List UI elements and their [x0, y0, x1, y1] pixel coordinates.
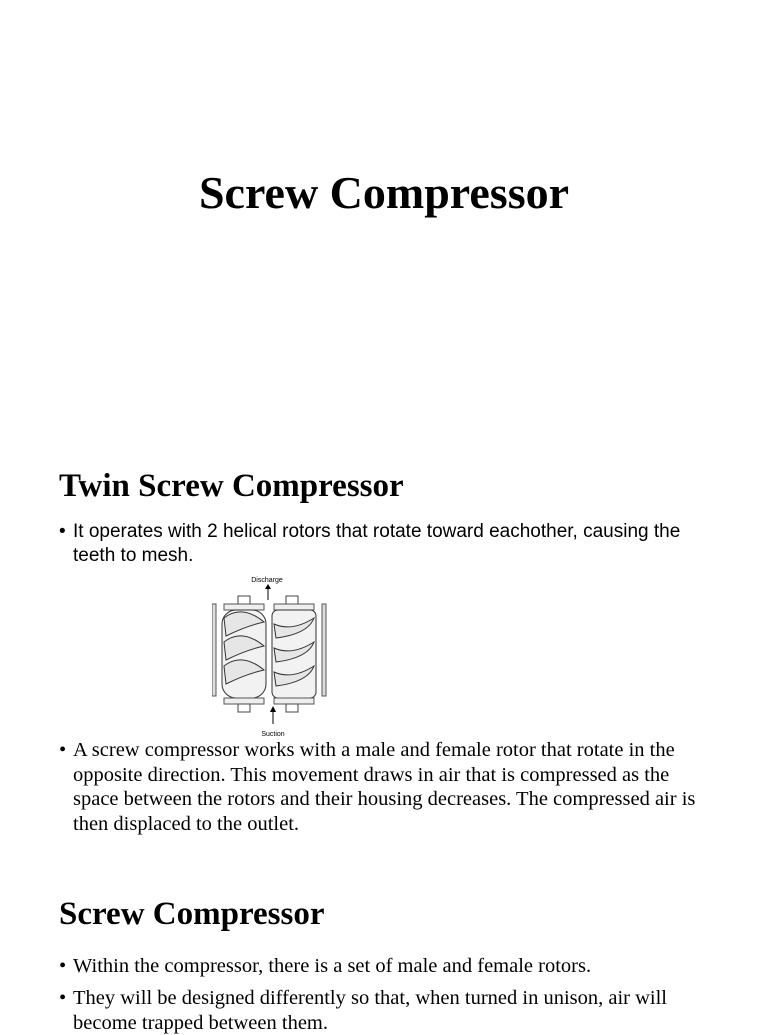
rotor-diagram-svg [212, 574, 330, 740]
bullet-text: A screw compressor works with a male and female rotor that rotate in the opposite direction. This movement draws in air that is compressed as the space between the rotors and their housing decreases. The compressed air is then displaced to the outlet. [73, 739, 696, 835]
discharge-arrowhead [265, 584, 271, 589]
bullet-text: It operates with 2 helical rotors that rotate toward eachother, causing the teeth to mesh. [73, 521, 681, 566]
male-rotor [222, 610, 266, 698]
bullet-marker: • [59, 739, 67, 761]
list-item [59, 520, 719, 568]
bullet-marker: • [59, 955, 67, 977]
shaft-top-right [274, 604, 314, 610]
title-slide [0, 0, 768, 430]
list-item [59, 986, 719, 1035]
suction-arrowhead [270, 706, 276, 712]
housing-left [212, 604, 216, 696]
shaft-bottom-left [224, 698, 264, 704]
bullet-text: Within the compressor, there is a set of male and female rotors. [73, 955, 592, 977]
female-rotor [272, 610, 316, 698]
list-item [59, 738, 719, 836]
shaft-bottom-right [274, 698, 314, 704]
discharge-label: Discharge [251, 577, 283, 584]
twin-screw-heading: Twin Screw Compressor [59, 468, 404, 504]
bullet-marker: • [59, 987, 67, 1009]
bearing-top-right [286, 596, 298, 604]
bearing-top-left [238, 596, 250, 604]
shaft-top-left [224, 604, 264, 610]
slide-title: Screw Compressor [198, 167, 570, 218]
list-item [59, 954, 739, 979]
screw-compressor-diagram [212, 574, 330, 740]
bullet-text: They will be designed differently so that, when turned in unison, air will become trapped between them. [73, 987, 667, 1034]
housing-right [322, 604, 326, 696]
screw-compressor-heading: Screw Compressor [59, 896, 325, 932]
suction-label: Suction [261, 731, 285, 738]
bearing-bottom-left [238, 704, 250, 712]
bullet-marker: • [59, 521, 66, 542]
bearing-bottom-right [286, 704, 298, 712]
